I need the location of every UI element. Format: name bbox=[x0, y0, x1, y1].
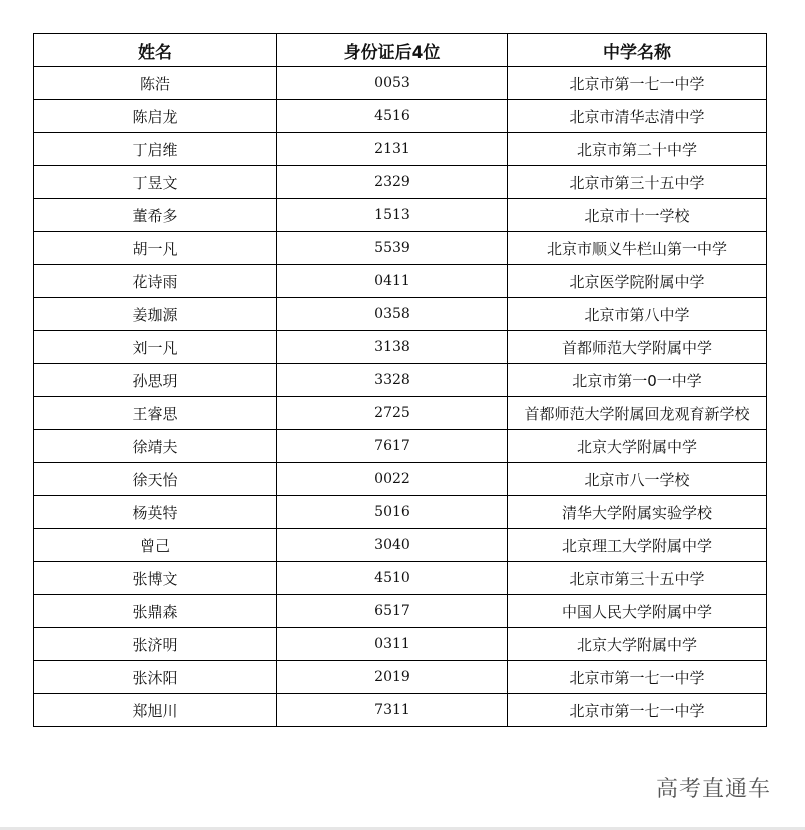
cell-id-last4: 0411 bbox=[277, 265, 508, 298]
cell-school: 北京市第三十五中学 bbox=[508, 166, 767, 199]
cell-name: 张博文 bbox=[34, 562, 277, 595]
table-row bbox=[34, 661, 767, 694]
table-row bbox=[34, 364, 767, 397]
table-row bbox=[34, 628, 767, 661]
cell-name: 丁昱文 bbox=[34, 166, 277, 199]
cell-school: 北京市第八中学 bbox=[508, 298, 767, 331]
cell-name: 董希多 bbox=[34, 199, 277, 232]
cell-id-last4: 4510 bbox=[277, 562, 508, 595]
cell-id-last4: 1513 bbox=[277, 199, 508, 232]
cell-id-last4: 3138 bbox=[277, 331, 508, 364]
cell-id-last4: 2019 bbox=[277, 661, 508, 694]
cell-school: 北京大学附属中学 bbox=[508, 430, 767, 463]
cell-name: 张鼎森 bbox=[34, 595, 277, 628]
cell-name: 刘一凡 bbox=[34, 331, 277, 364]
cell-school: 北京市第三十五中学 bbox=[508, 562, 767, 595]
cell-id-last4: 5016 bbox=[277, 496, 508, 529]
cell-school: 北京市第一七一中学 bbox=[508, 694, 767, 727]
cell-name: 姜珈源 bbox=[34, 298, 277, 331]
table-row bbox=[34, 133, 767, 166]
cell-id-last4: 5539 bbox=[277, 232, 508, 265]
watermark-text: 高考直通车 bbox=[656, 777, 772, 802]
cell-name: 陈启龙 bbox=[34, 100, 277, 133]
header-row bbox=[34, 34, 767, 67]
cell-name: 张沐阳 bbox=[34, 661, 277, 694]
cell-id-last4: 3040 bbox=[277, 529, 508, 562]
cell-school: 中国人民大学附属中学 bbox=[508, 595, 767, 628]
table-row bbox=[34, 430, 767, 463]
table-row bbox=[34, 265, 767, 298]
cell-name: 王睿思 bbox=[34, 397, 277, 430]
cell-id-last4: 2725 bbox=[277, 397, 508, 430]
cell-name: 徐靖夫 bbox=[34, 430, 277, 463]
cell-school: 首都师范大学附属回龙观育新学校 bbox=[508, 397, 767, 430]
cell-name: 丁启维 bbox=[34, 133, 277, 166]
cell-school: 北京市十一学校 bbox=[508, 199, 767, 232]
cell-id-last4: 2329 bbox=[277, 166, 508, 199]
header-name: 姓名 bbox=[34, 34, 277, 67]
table-header bbox=[34, 34, 767, 67]
table-row bbox=[34, 397, 767, 430]
cell-id-last4: 0053 bbox=[277, 67, 508, 100]
table-row bbox=[34, 100, 767, 133]
cell-school: 北京市第二十中学 bbox=[508, 133, 767, 166]
cell-name: 杨英特 bbox=[34, 496, 277, 529]
header-id-last4: 身份证后4位 bbox=[277, 34, 508, 67]
student-table bbox=[33, 33, 767, 727]
table-row bbox=[34, 694, 767, 727]
cell-school: 北京市第一七一中学 bbox=[508, 67, 767, 100]
cell-name: 张济明 bbox=[34, 628, 277, 661]
cell-id-last4: 6517 bbox=[277, 595, 508, 628]
cell-id-last4: 0358 bbox=[277, 298, 508, 331]
cell-school: 北京大学附属中学 bbox=[508, 628, 767, 661]
cell-id-last4: 4516 bbox=[277, 100, 508, 133]
cell-name: 徐天怡 bbox=[34, 463, 277, 496]
table-row bbox=[34, 199, 767, 232]
cell-name: 曾己 bbox=[34, 529, 277, 562]
table-row bbox=[34, 463, 767, 496]
table-row bbox=[34, 496, 767, 529]
table-row bbox=[34, 67, 767, 100]
cell-name: 孙思玥 bbox=[34, 364, 277, 397]
cell-id-last4: 0022 bbox=[277, 463, 508, 496]
cell-school: 北京市清华志清中学 bbox=[508, 100, 767, 133]
cell-school: 北京市第一0一中学 bbox=[508, 364, 767, 397]
header-school: 中学名称 bbox=[508, 34, 767, 67]
table-row bbox=[34, 331, 767, 364]
cell-name: 陈浩 bbox=[34, 67, 277, 100]
cell-school: 北京市第一七一中学 bbox=[508, 661, 767, 694]
cell-school: 清华大学附属实验学校 bbox=[508, 496, 767, 529]
table-row bbox=[34, 562, 767, 595]
cell-id-last4: 0311 bbox=[277, 628, 508, 661]
cell-id-last4: 3328 bbox=[277, 364, 508, 397]
cell-school: 北京市顺义牛栏山第一中学 bbox=[508, 232, 767, 265]
cell-id-last4: 7311 bbox=[277, 694, 508, 727]
cell-name: 花诗雨 bbox=[34, 265, 277, 298]
cell-school: 北京医学院附属中学 bbox=[508, 265, 767, 298]
cell-school: 北京理工大学附属中学 bbox=[508, 529, 767, 562]
cell-id-last4: 7617 bbox=[277, 430, 508, 463]
table-body bbox=[34, 67, 767, 727]
table-row bbox=[34, 529, 767, 562]
table-row bbox=[34, 166, 767, 199]
roster-sheet bbox=[33, 33, 767, 727]
cell-school: 首都师范大学附属中学 bbox=[508, 331, 767, 364]
cell-name: 胡一凡 bbox=[34, 232, 277, 265]
table-row bbox=[34, 232, 767, 265]
table-row bbox=[34, 595, 767, 628]
cell-id-last4: 2131 bbox=[277, 133, 508, 166]
cell-school: 北京市八一学校 bbox=[508, 463, 767, 496]
table-row bbox=[34, 298, 767, 331]
cell-name: 郑旭川 bbox=[34, 694, 277, 727]
